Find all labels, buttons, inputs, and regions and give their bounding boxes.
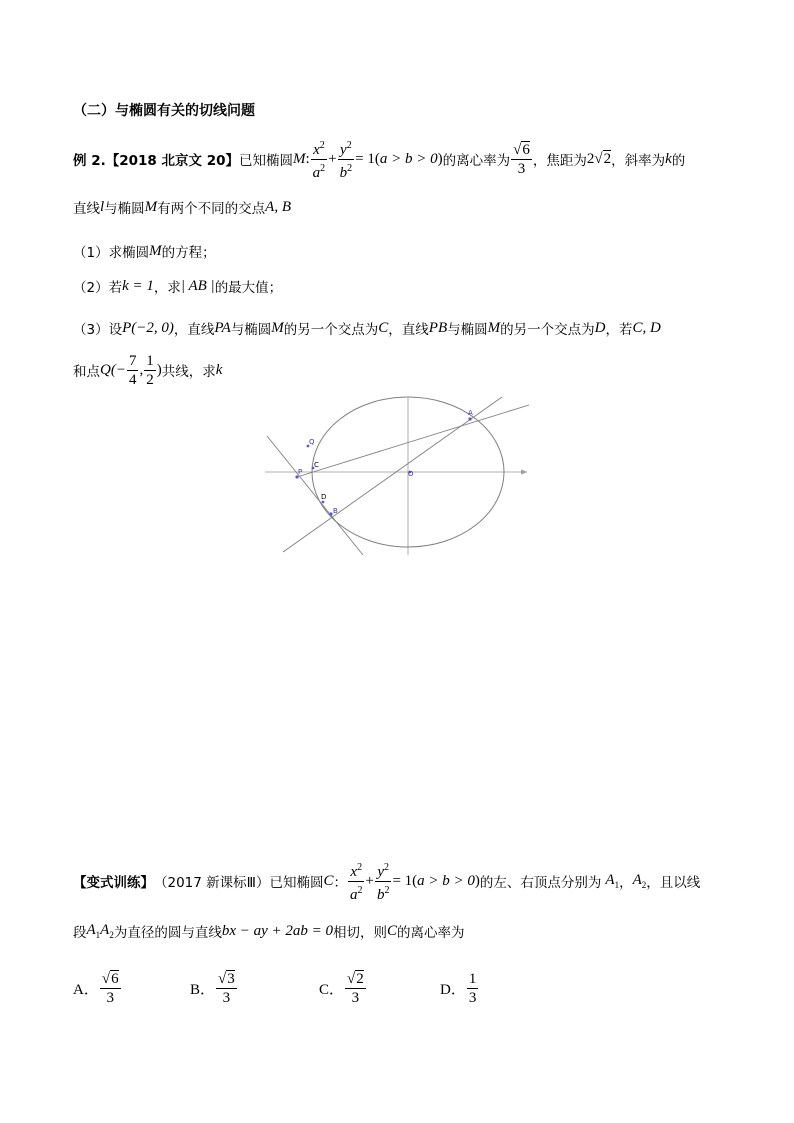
var-M: M — [144, 198, 158, 215]
choice-B — [190, 966, 238, 1010]
point-A-dot — [468, 417, 471, 420]
line-PB: PB — [428, 319, 448, 336]
var-M: M — [487, 319, 501, 336]
text: 的左、右顶点分别为 — [479, 875, 602, 891]
text: ，且以线 — [646, 875, 701, 891]
example-line-2 — [73, 197, 291, 217]
choice-label: C． — [319, 981, 345, 998]
text: 与椭圆 — [230, 322, 272, 338]
text: 的离心率为 — [442, 153, 511, 169]
text: 相切，则 — [333, 925, 388, 941]
coef: 2 — [586, 150, 595, 167]
points-AB: A, B — [265, 198, 291, 215]
choice-A — [73, 966, 122, 1010]
condition: a > b > 0 — [417, 872, 475, 889]
label-Q: Q — [309, 438, 315, 446]
example-source: 【2018 北京文 20】 — [105, 153, 239, 169]
line-equation: bx − ay + 2ab = 0 — [221, 922, 334, 939]
text: 与椭圆 — [104, 201, 145, 217]
text: ，若 — [605, 322, 633, 338]
label-A: A — [468, 409, 473, 417]
text: 与椭圆 — [447, 322, 488, 338]
example-label: 例 2. — [73, 153, 106, 169]
fraction-sqrt6-3: $\frac{√6}{3}$ — [513, 141, 530, 177]
section-title: （二）与椭圆有关的切线问题 — [73, 103, 255, 119]
choice-label: B． — [190, 981, 216, 998]
colon: ： — [333, 875, 347, 891]
A2: $A_2$ — [632, 872, 647, 890]
var-C: C — [387, 922, 398, 939]
choice-C-fraction: $\frac{√2}{3}$ — [347, 970, 364, 1006]
text: 已知椭圆 — [269, 875, 324, 891]
text: 的离心率为 — [397, 925, 465, 941]
text: 为直径的圆与直线 — [113, 925, 222, 941]
var-k: k — [215, 361, 223, 378]
text: （3）设 — [73, 322, 123, 338]
choice-A-fraction: $\frac{√6}{3}$ — [101, 970, 119, 1006]
text: （2）若 — [73, 280, 123, 296]
point-Q-open: Q(− — [100, 361, 126, 378]
ellipse-figure — [255, 390, 545, 560]
text: ，斜率为 — [611, 153, 666, 169]
text: ，焦距为 — [532, 153, 587, 169]
text: 和点 — [73, 364, 100, 380]
point-Q-close: ) — [156, 361, 162, 378]
choice-D — [440, 966, 479, 1010]
text: ，直线 — [388, 322, 429, 338]
text: 段 — [73, 925, 87, 941]
choice-label: A． — [73, 981, 99, 998]
equals: = 1( — [355, 150, 380, 167]
text: 的另一个交点为 — [500, 322, 595, 338]
point-D-dot — [322, 501, 325, 504]
plus: + — [365, 872, 374, 889]
points-CD: C, D — [632, 319, 661, 336]
var-k: k — [665, 150, 672, 167]
variant-source: （2017 新课标Ⅲ） — [154, 875, 270, 891]
example-line-1 — [73, 137, 685, 181]
colon: : — [305, 150, 310, 167]
choice-C — [319, 966, 367, 1010]
choice-label: D． — [440, 981, 466, 998]
sqrt-2: √2 — [594, 150, 612, 167]
label-C: C — [314, 461, 319, 469]
line-PA: PA — [214, 319, 231, 336]
var-M: M — [149, 242, 162, 259]
label-B: B — [333, 507, 338, 515]
point-D: D — [594, 319, 606, 336]
condition: a > b > 0 — [379, 150, 438, 167]
var-C: C — [323, 872, 334, 889]
text: ，求 — [153, 280, 181, 296]
variant-line-1 — [73, 859, 700, 903]
text: 的方程； — [161, 245, 216, 261]
label-D: D — [321, 493, 327, 501]
text: 的 — [671, 153, 686, 169]
A1A2: $A_1A_2$ — [86, 922, 114, 940]
k-equals-1: k = 1 — [122, 277, 154, 294]
fraction-1-2: $\frac{1}{2}$ — [146, 352, 154, 388]
part-2 — [73, 276, 282, 296]
var-M: M — [293, 150, 306, 167]
plus: + — [328, 150, 337, 167]
separator: ， — [619, 875, 633, 891]
part-3-line-1 — [73, 318, 661, 338]
equals: = 1( — [392, 872, 418, 889]
var-M: M — [271, 319, 284, 336]
text: ，直线 — [173, 322, 215, 338]
choice-D-fraction: $\frac{1}{3}$ — [468, 970, 477, 1006]
A1: $A_1$ — [605, 872, 620, 890]
variant-tag: 【变式训练】 — [73, 875, 154, 891]
comma: , — [139, 361, 144, 378]
fraction-y2-b2: $\frac{y^2}{b^2}$ — [375, 859, 392, 904]
text: 直线 — [73, 201, 100, 217]
paren: ) — [437, 150, 443, 167]
variant-line-2 — [73, 921, 465, 941]
text: 有两个不同的交点 — [157, 201, 266, 217]
line-PA — [297, 405, 529, 477]
part-3-line-2 — [73, 349, 222, 391]
fraction-x2-a2: $\frac{x^2}{a^2}$ — [348, 859, 365, 904]
fraction-y2-b2: $\frac{y^2}{b^2}$ — [338, 137, 355, 182]
text: 的另一个交点为 — [283, 322, 379, 338]
var-l: l — [100, 198, 105, 215]
text: 共线，求 — [161, 364, 216, 380]
text: （1）求椭圆 — [73, 245, 150, 261]
text: 已知椭圆 — [239, 153, 293, 169]
choice-B-fraction: $\frac{√3}{3}$ — [218, 970, 235, 1006]
label-P: P — [298, 468, 303, 476]
fraction-7-4: $\frac{7}{4}$ — [128, 352, 137, 388]
point-C: C — [378, 319, 389, 336]
paren: ) — [474, 872, 480, 889]
fraction-x2-a2: $\frac{x^2}{a^2}$ — [311, 137, 328, 182]
label-O: O — [408, 470, 414, 478]
abs-AB: | AB | — [180, 277, 215, 294]
text: 的最大值； — [214, 280, 283, 296]
part-1 — [73, 241, 216, 261]
x-axis-arrow — [521, 470, 527, 475]
point-P: P(−2, 0) — [122, 319, 174, 336]
